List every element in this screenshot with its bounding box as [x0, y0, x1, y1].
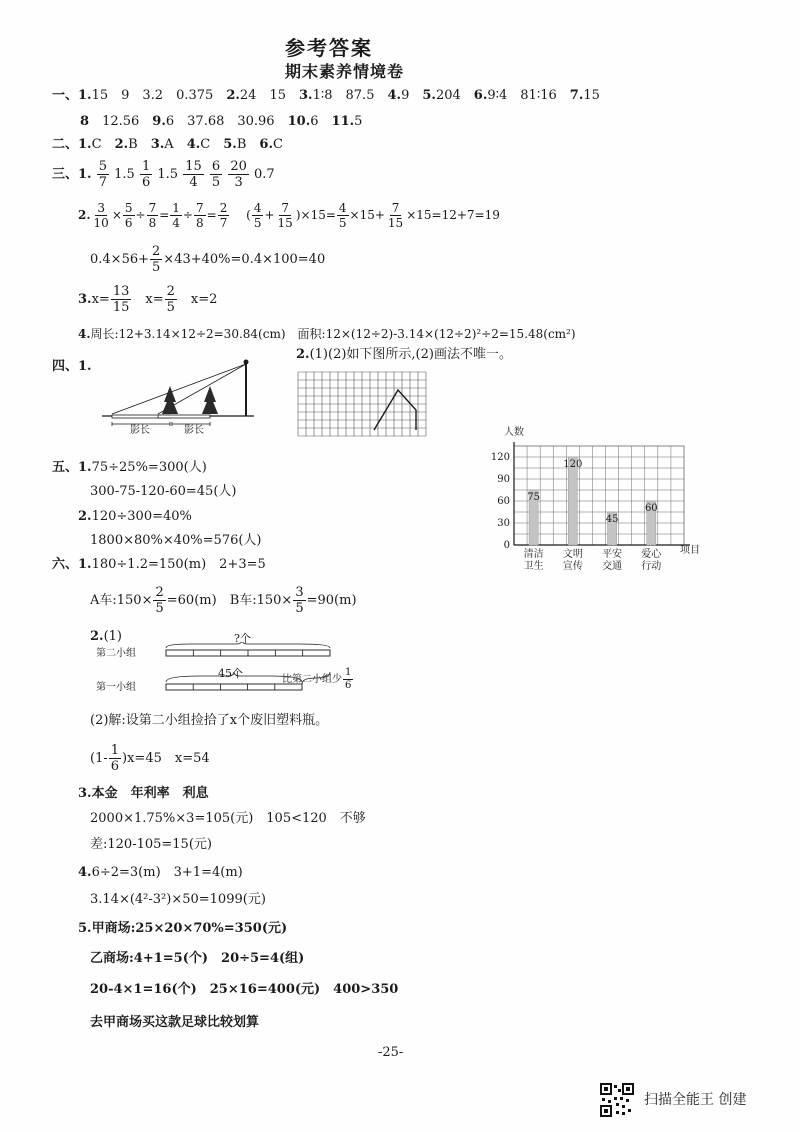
- x-category-label: 宣传: [562, 561, 583, 572]
- y-tick-label: 90: [497, 474, 510, 485]
- fraction: $\frac{15}{4}$: [185, 159, 202, 190]
- section-six-q5-conclusion: 去甲商场买这款足球比较划算: [90, 1015, 260, 1030]
- section-six-q5-line-3: 20-4×1=16(个) 25×16=400(元) 400>350: [90, 982, 399, 997]
- section-six-q5-line-2: 乙商场:4+1=5(个) 20÷5=4(组): [90, 951, 305, 966]
- section-five-q1-line-2: 300-75-120-60=45(人): [90, 484, 237, 499]
- section-five-q2-line-2: 1800×80%×40%=576(人): [90, 533, 262, 548]
- x-category-label: 文明: [562, 549, 583, 560]
- bar-value-label: 120: [563, 459, 583, 470]
- chart-ylabel: 人数: [504, 427, 524, 438]
- section-six-q2-part2: (2)解:设第二小组捡拾了x个废旧塑料瓶。: [90, 713, 329, 728]
- fraction: $\frac{20}{3}$: [230, 159, 247, 190]
- section-three-q2-line-1: 2. $\frac{3}{10}$ × $\frac{5}{6}$ ÷ $\frac{7}{8}$ = $\frac{1}{4}$ ÷ $\frac{7}{8}$ = $\frac{2}{7}$ ( $\frac{4}{5}$ + $\frac{7}{15}$ )×15= $\frac{4}{5}$ ×15+ $\frac{7}{15}$ ×15=12+7=19: [78, 201, 500, 230]
- section-five-q1-line-1: 五、1.75÷25%=300(人): [52, 460, 207, 475]
- x-category-label: 平安: [602, 549, 623, 560]
- section-five-q2-line-1: 2.120÷300=40%: [78, 509, 192, 524]
- x-category-label: 爱心: [641, 549, 662, 560]
- section-six-q1-line-1: 六、1.180÷1.2=150(m) 2+3=5: [52, 557, 266, 572]
- chart-bar: [568, 457, 577, 545]
- section-six-q3-head: 3.本金 年利率 利息: [78, 786, 209, 801]
- section-four-label: 四、1.: [52, 359, 92, 374]
- page-number: -25-: [378, 1045, 404, 1060]
- section-six-q3-line-1: 2000×1.75%×3=105(元) 105<120 不够: [90, 811, 366, 826]
- section-one-line-2: 8 12.56 9.6 37.68 30.96 10.6 11.5: [80, 114, 363, 129]
- section-three-q2-line-2: 0.4×56+ $\frac{2}{5}$ ×43+40%=0.4×100=40: [90, 244, 326, 275]
- x-category-label: 行动: [641, 561, 662, 572]
- y-tick-label: 30: [497, 518, 510, 529]
- bar-value-label: 45: [605, 514, 619, 525]
- y-tick-label: 120: [490, 452, 510, 463]
- segment-group-2-label: 第二小组: [96, 648, 136, 659]
- fraction: $\frac{5}{7}$: [98, 159, 108, 190]
- scanner-brand: 扫描全能王 创建: [644, 1092, 747, 1108]
- section-three-q3: 3.x= $\frac{13}{15}$ x= $\frac{2}{5}$ x=2: [78, 284, 218, 315]
- x-category-label: 卫生: [523, 561, 544, 572]
- section-six-q4-line-1: 4.6÷2=3(m) 3+1=4(m): [78, 865, 243, 880]
- section-six-q2-part1: 2.(1): [90, 629, 122, 644]
- y-tick-label: 0: [503, 540, 510, 551]
- fraction: $\frac{1}{6}$: [141, 159, 151, 190]
- section-three-q4: 4.周长:12+3.14×12÷2=30.84(cm) 面积:12×(12÷2)-3.14×(12÷2)²÷2=15.48(cm²): [78, 327, 576, 341]
- tree-icon: [202, 386, 218, 414]
- qr-code-icon: [600, 1083, 634, 1117]
- shadow-label-1: 影长: [130, 425, 150, 436]
- chart-xlabel: 项目: [680, 545, 700, 556]
- section-six-q4-line-2: 3.14×(4²-3²)×50=1099(元): [90, 892, 266, 907]
- drawing-grid: [296, 370, 428, 438]
- y-tick-label: 60: [497, 496, 510, 507]
- section-six-q2-equation: (1- $\frac{1}{6}$ )x=45 x=54: [90, 743, 210, 774]
- fraction: $\frac{6}{5}$: [211, 159, 221, 190]
- bar-value-label: 60: [644, 503, 658, 514]
- section-six-q5-line-1: 5.甲商场:25×20×70%=350(元): [78, 921, 288, 936]
- bar-value-label: 75: [527, 492, 540, 503]
- segment-diagram: [160, 642, 340, 702]
- section-six-q3-line-2: 差:120-105=15(元): [90, 837, 212, 852]
- x-category-label: 清洁: [523, 549, 544, 560]
- section-three-q1: 三、1. $\frac{5}{7}$ 1.5 $\frac{1}{6}$ 1.5 $\frac{15}{4}$ $\frac{6}{5}$ $\frac{20}{3}$ 0.7: [52, 159, 275, 190]
- segment-question-label: ?个: [234, 632, 251, 645]
- segment-compare-label: 比第二小组少 $\frac{1}{6}$: [282, 667, 352, 691]
- segment-group-1-label: 第一小组: [96, 682, 136, 693]
- section-six-q1-line-2: A车:150× $\frac{2}{5}$ =60(m) B车:150× $\frac{3}{5}$ =90(m): [90, 585, 357, 616]
- x-category-label: 交通: [602, 561, 623, 572]
- shadow-label-2: 影长: [184, 425, 204, 436]
- page-subtitle: 期末素养情境卷: [285, 62, 405, 81]
- bar-chart: [484, 440, 714, 580]
- section-two: 二、1.C 2.B 3.A 4.C 5.B 6.C: [52, 137, 283, 152]
- page-title: 参考答案: [285, 36, 373, 60]
- shadow-diagram: [98, 356, 258, 440]
- segment-count-label: 45个: [218, 667, 243, 680]
- section-one-line-1: 一、1.15 9 3.2 0.375 2.24 15 3.1∶8 87.5 4.9 5.204 6.9∶4 81∶16 7.15: [52, 88, 600, 103]
- section-four-q2: 2.(1)(2)如下图所示,(2)画法不唯一。: [296, 347, 512, 362]
